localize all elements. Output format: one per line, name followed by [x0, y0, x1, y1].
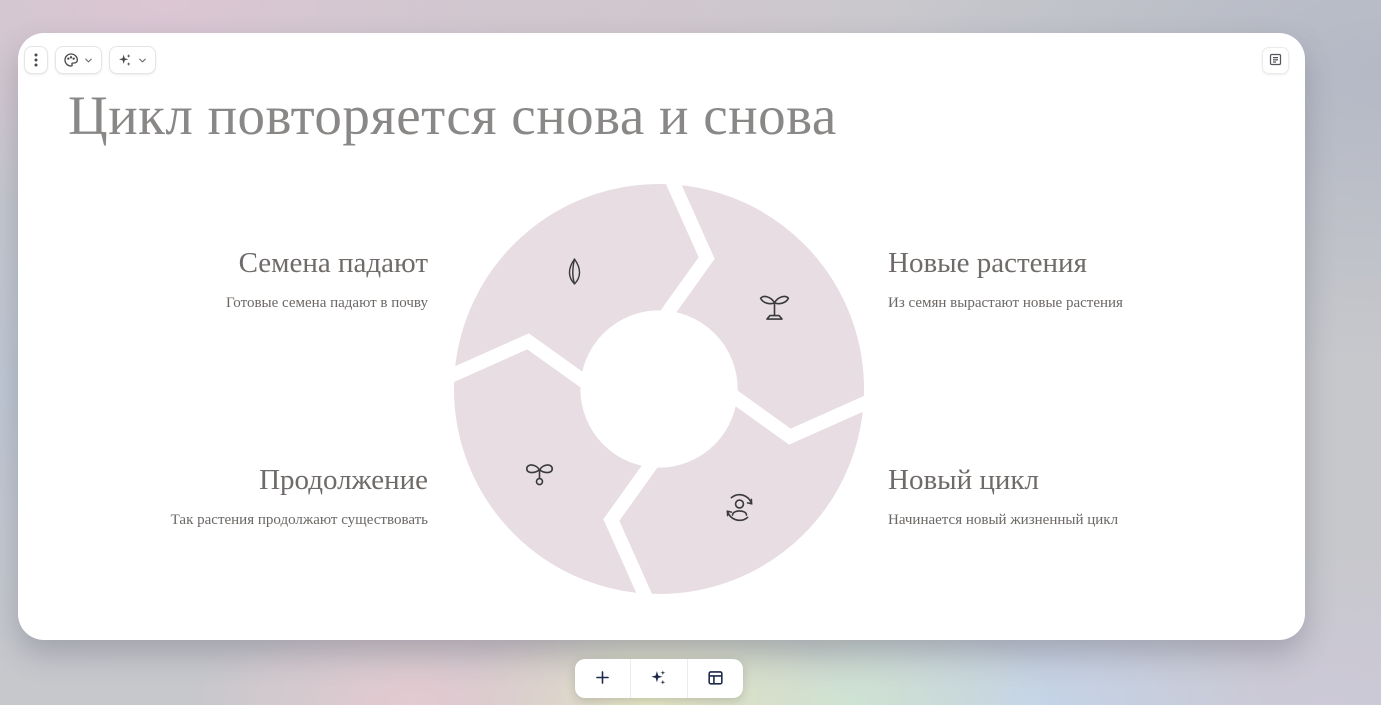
section-heading[interactable]: Продолжение	[259, 464, 428, 496]
section-heading[interactable]: Новые растения	[888, 247, 1087, 279]
seed-icon	[558, 255, 591, 293]
more-options-button[interactable]	[24, 46, 48, 74]
section-body[interactable]: Начинается новый жизненный цикл	[888, 512, 1119, 528]
slide-title[interactable]: Цикл повторяется снова и снова	[68, 85, 837, 146]
chevron-down-icon	[137, 55, 148, 66]
section-body[interactable]: Готовые семена падают в почву	[225, 295, 428, 311]
section-new-cycle[interactable]	[888, 464, 1218, 529]
chevron-down-icon	[83, 55, 94, 66]
sparkles-icon	[649, 668, 668, 690]
card-options-button[interactable]	[1262, 47, 1289, 74]
section-body[interactable]: Так растения продолжают существовать	[170, 512, 428, 528]
insert-toolbar	[575, 659, 743, 698]
section-heading[interactable]: Семена падают	[238, 247, 428, 279]
layout-templates-button[interactable]	[687, 659, 743, 698]
layout-icon	[706, 668, 725, 690]
section-seeds-fall[interactable]	[108, 247, 428, 312]
plus-icon	[593, 668, 612, 690]
slide-toolbar	[24, 46, 156, 74]
section-new-plants[interactable]	[888, 247, 1218, 312]
section-body[interactable]: Из семян вырастают новые растения	[888, 295, 1123, 311]
ai-generate-button[interactable]	[630, 659, 686, 698]
sparkles-icon	[117, 52, 133, 68]
card-notes-icon	[1268, 52, 1283, 70]
theme-palette-button[interactable]	[55, 46, 102, 74]
ai-actions-button[interactable]	[109, 46, 156, 74]
cycle-diagram[interactable]	[452, 182, 866, 596]
palette-icon	[63, 52, 79, 68]
section-heading[interactable]: Новый цикл	[888, 464, 1039, 496]
kebab-menu-icon	[29, 52, 43, 68]
seedling-icon	[521, 454, 558, 496]
sprout-icon	[756, 289, 793, 331]
person-cycle-icon	[721, 489, 758, 531]
section-continuation[interactable]	[88, 464, 428, 529]
add-card-button[interactable]	[575, 659, 630, 698]
